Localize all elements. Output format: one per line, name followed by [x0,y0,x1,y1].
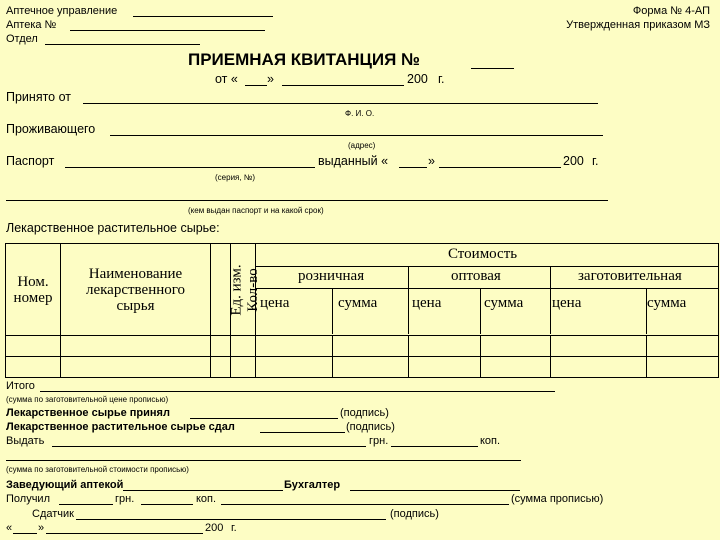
wholesale-price-label: цена [412,295,442,311]
pharmacy-blank [70,30,265,31]
issue-label: Выдать [6,435,45,447]
table-row [6,336,719,357]
cost-vdivider-5 [646,288,647,334]
cost-vdivider-1 [408,266,409,334]
series-caption: (серия, №) [215,173,256,182]
issued-by-caption: (кем выдан паспорт и на какой срок) [188,206,324,215]
table-cell[interactable] [333,357,409,378]
received-from-label: Принято от [6,90,72,104]
passport-month-blank [439,167,561,168]
date-suffix: г. [438,72,445,86]
cost-vdivider-2 [550,266,551,334]
head-label: Заведующий аптекой [6,479,124,491]
cost-divider [255,266,718,267]
table-cell[interactable] [551,357,647,378]
cost-header [256,244,719,336]
giver-signature: (подпись) [390,508,439,520]
footer-year: 200 [205,522,224,534]
cost-subheader-divider [255,288,718,289]
footer-date-prefix: « [6,522,13,534]
col-unit-label: Ед. изм. [228,263,245,316]
received-from-blank [83,103,598,104]
procurement-label: заготовительная [578,268,682,284]
issue-kop-blank [391,446,478,447]
received-kop: коп. [196,493,217,505]
received-amount-words: (сумма прописью) [511,493,604,505]
table-row [6,357,719,378]
passport-blank [65,167,315,168]
table-cell[interactable] [409,357,481,378]
head-blank [123,490,283,491]
wholesale-label: оптовая [451,268,501,284]
cost-vdivider-3 [332,288,333,334]
issue-kop: коп. [480,435,501,447]
table-cell[interactable] [211,336,231,357]
table-cell[interactable] [481,357,551,378]
col-name-line2: лекарственного [85,281,186,298]
passport-issued-close: » [428,154,435,168]
passport-suffix: г. [592,154,599,168]
issue-words-blank [6,460,521,461]
table-cell[interactable] [6,336,61,357]
footer-month-blank [46,533,203,534]
received-label: Получил [6,493,50,505]
col-name-line3: сырья [116,297,155,314]
retail-sum-label: сумма [338,295,378,311]
handed-label: Лекарственное растительное сырье сдал [6,421,235,433]
table-cell[interactable] [333,336,409,357]
date-year: 200 [407,72,428,86]
raw-material-label: Лекарственное растительное сырье: [6,221,220,235]
accountant-label: Бухгалтер [284,479,341,491]
table-cell[interactable] [647,357,719,378]
date-mid: » [267,72,274,86]
accepted-blank [190,418,338,419]
header-pharmacy: Аптека № [6,19,57,31]
retail-label: розничная [298,268,365,284]
table-cell[interactable] [231,357,256,378]
passport-year: 200 [563,154,584,168]
date-day-blank [245,85,267,86]
received-uah-blank [59,504,113,505]
form-approval: Утвержденная приказом МЗ [566,19,710,31]
issue-blank [52,446,366,447]
cost-label: Стоимость [448,246,518,262]
header-department: Отдел [6,33,38,45]
date-prefix: от « [215,72,238,86]
form-number: Форма № 4-АП [632,5,710,17]
wholesale-sum-label: сумма [484,295,524,311]
col-name-header [61,244,211,336]
residing-blank [110,135,603,136]
procurement-sum-label: сумма [647,295,687,311]
address-caption: (адрес) [348,141,376,150]
received-kop-blank [141,504,193,505]
col-qty-label: Кол-во [244,267,261,312]
page-title: ПРИЕМНАЯ КВИТАНЦИЯ № [188,50,421,69]
total-label: Итого [6,380,35,392]
raw-material-table [5,243,719,378]
table-cell[interactable] [481,336,551,357]
handed-signature: (подпись) [346,421,395,433]
retail-price-label: цена [260,295,290,311]
receipt-number-blank [471,68,514,69]
total-blank [40,391,555,392]
giver-label: Сдатчик [32,508,74,520]
passport-issued-label: выданный « [318,154,389,168]
accepted-label: Лекарственное сырье принял [6,407,170,419]
footer-day-blank [13,533,37,534]
accepted-signature: (подпись) [340,407,389,419]
col-number-line2: номер [13,289,53,306]
issue-uah: грн. [369,435,389,447]
org-blank [133,16,273,17]
residing-label: Проживающего [6,122,96,136]
col-number-line1: Ном. [17,273,49,290]
table-cell[interactable] [61,336,211,357]
handed-blank [260,432,345,433]
table-cell[interactable] [61,357,211,378]
table-cell[interactable] [647,336,719,357]
fio-caption: Ф. И. О. [345,109,375,118]
total-caption: (сумма по заготовительной цене прописью) [6,395,169,404]
table-cell[interactable] [409,336,481,357]
issue-caption: (сумма по заготовительной стоимости прописью) [6,465,189,474]
footer-date-mid: » [38,522,45,534]
table-cell[interactable] [211,357,231,378]
table-cell[interactable] [551,336,647,357]
col-unit-header [211,244,245,336]
col-number-header [6,244,61,336]
issued-by-blank [6,200,608,201]
table-cell[interactable] [231,336,256,357]
accountant-blank [350,490,520,491]
header-org: Аптечное управление [6,5,118,17]
cost-vdivider-4 [480,288,481,334]
giver-blank [76,519,386,520]
passport-day-blank [399,167,427,168]
passport-label: Паспорт [6,154,55,168]
received-words-blank [221,504,509,505]
received-uah: грн. [115,493,135,505]
table-cell[interactable] [256,336,333,357]
footer-suffix: г. [231,522,237,534]
table-cell[interactable] [256,357,333,378]
col-name-line1: Наименование [88,265,183,282]
department-blank [45,44,200,45]
date-month-blank [282,85,404,86]
procurement-price-label: цена [552,295,582,311]
table-cell[interactable] [6,357,61,378]
